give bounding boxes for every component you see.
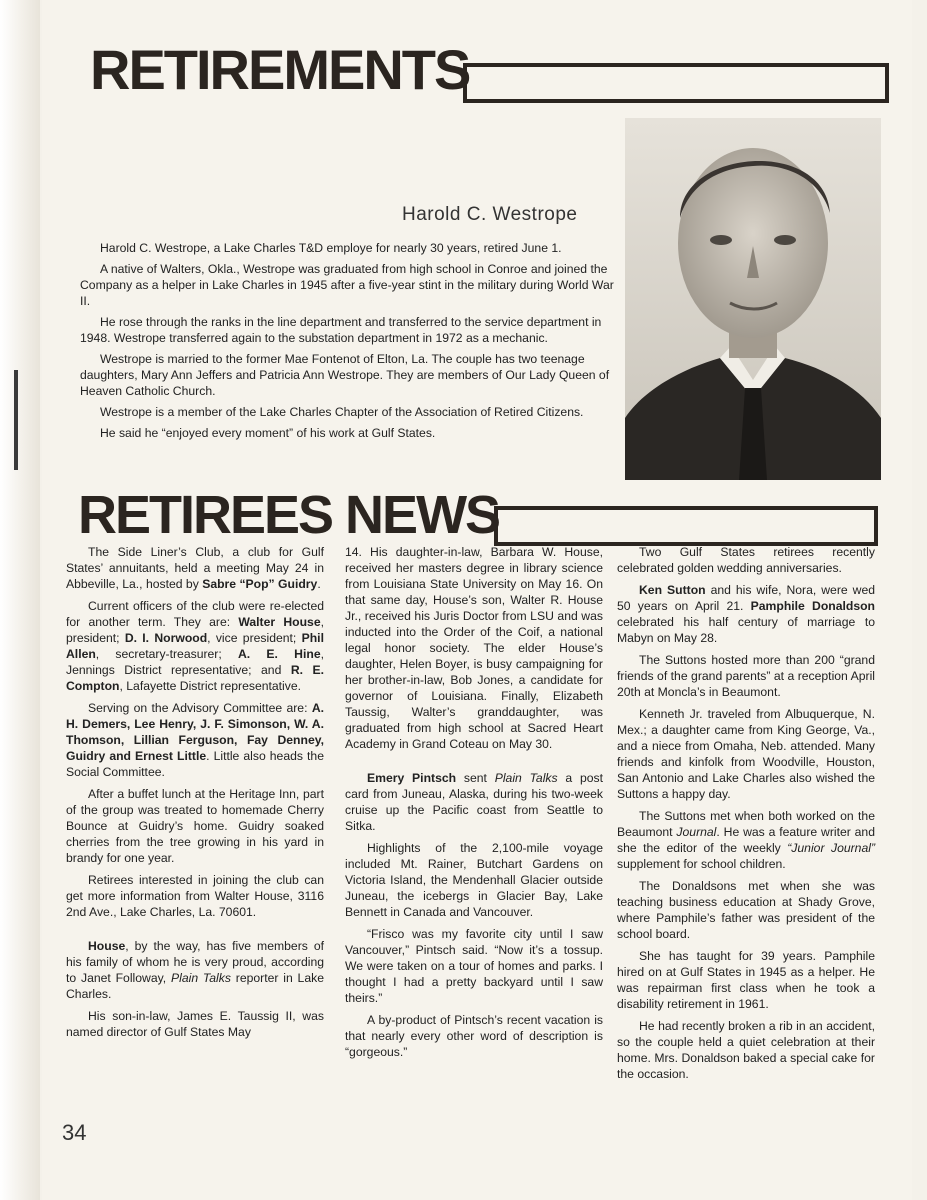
news-column-3: [617, 544, 875, 1088]
news-paragraph: Serving on the Advisory Committee are: A. H. Demers, Lee Henry, J. F. Simonson, W. A. Thomson, Lillian Ferguson, Fay Denney, Guidry and Ernest Little. Little also heads the Social Committee.: [66, 701, 324, 779]
story-paragraph: Westrope is married to the former Mae Fontenot of Elton, La. The couple has two teenage daughters, Mary Ann Jeffers and Patricia Ann Westrope. They are members of Our Lady Queen of Heaven Catholic Church.: [80, 352, 610, 398]
news-paragraph: 14. His daughter-in-law, Barbara W. House, received her masters degree in library science from Louisiana State University on May 16. On that same day, House’s son, Walter R. House Jr., received his Juris Doctor from LSU and was inducted into the Order of the Coif, a national legal honor society. The elder House’s daughter, Helen Boyer, is busy campaigning for her brother-in-law, Bob Jones, a candidate for governor of Louisiana. Finally, Elizabeth Taussig, Walter’s granddaughter, was graduated from high school at Sacred Heart Academy in Grand Coteau on May 30.: [345, 545, 603, 751]
story-paragraph: Harold C. Westrope, a Lake Charles T&D employe for nearly 30 years, retired June 1.: [100, 241, 562, 255]
news-column-2: [345, 544, 603, 1066]
binding-mark: [14, 370, 18, 470]
news-paragraph: The Donaldsons met when she was teaching business education at Shady Grove, where Pamphile’s father was president of the school board.: [617, 879, 875, 941]
news-paragraph: The Suttons hosted more than 200 “grand friends of the grand parents” at a reception April 20th at Moncla’s in Beaumont.: [617, 653, 875, 699]
news-column-1: [66, 544, 324, 1046]
news-paragraph: Emery Pintsch sent Plain Talks a post card from Juneau, Alaska, during his two-week cruise up the Pacific coast from Seattle to Sitka.: [345, 771, 603, 833]
news-paragraph: “Frisco was my favorite city until I saw Vancouver,” Pintsch said. “Now it’s a tossup. We were taken on a tour of homes and parks. I thought I had a pretty backyard until I saw theirs.”: [345, 927, 603, 1005]
news-paragraph: Current officers of the club were re-elected for another term. They are: Walter House, president; D. I. Norwood, vice president; Phil Allen, secretary-treasurer; A. E. Hine, Jennings District representative; and R. E. Compton, Lafayette District representative.: [66, 599, 325, 693]
news-paragraph: Kenneth Jr. traveled from Albuquerque, N. Mex.; a daughter came from King George, Va., and a niece from Omaha, Neb. attended. Many friends and kinfolk from Woodville, Houston, San Antonio and Lake Charles also wished the Suttons a happy day.: [617, 707, 875, 801]
page-number: 34: [62, 1120, 87, 1145]
news-paragraph: He had recently broken a rib in an accident, so the couple held a quiet celebration at their home. Mrs. Donaldson baked a special cake for the occasion.: [617, 1019, 875, 1081]
retiree-name: Harold C. Westrope: [402, 204, 578, 225]
binding-edge: [0, 0, 40, 1200]
story-paragraph: He rose through the ranks in the line department and transferred to the service department in 1948. Westrope transferred again to the substation department in 1972 as a mechanic.: [80, 315, 602, 345]
story-paragraph: Westrope is a member of the Lake Charles Chapter of the Association of Retired Citizens.: [100, 405, 584, 419]
retirement-story: [80, 240, 615, 446]
news-paragraph: His son-in-law, James E. Taussig II, was named director of Gulf States May: [66, 1009, 324, 1039]
news-paragraph: The Suttons met when both worked on the Beaumont Journal. He was a feature writer and she the editor of the weekly “Junior Journal” supplement for school children.: [617, 809, 876, 871]
news-paragraph: Two Gulf States retirees recently celebrated golden wedding anniversaries.: [617, 545, 875, 575]
news-paragraph: She has taught for 39 years. Pamphile hired on at Gulf States in 1945 as a helper. He was repairman first class when he took a disability retirement in 1961.: [617, 949, 875, 1011]
retirees-news-heading: RETIREES NEWS: [78, 485, 500, 545]
retirements-heading: RETIREMENTS: [90, 38, 470, 101]
story-paragraph: He said he “enjoyed every moment” of his work at Gulf States.: [100, 426, 436, 440]
retirements-heading-rule: [463, 63, 889, 103]
portrait-illustration: [625, 118, 881, 480]
news-paragraph: A by-product of Pintsch’s recent vacation is that nearly every other word of description is “gorgeous.”: [345, 1013, 603, 1059]
story-paragraph: A native of Walters, Okla., Westrope was graduated from high school in Conroe and joined the Company as a helper in Lake Charles in 1945 after a five-year stint in the military during World War II.: [80, 262, 614, 308]
news-paragraph: After a buffet lunch at the Heritage Inn, part of the group was treated to homemade Cherry Bounce at Guidry’s home. Guidry soaked cherries from the tree growing in his yard in brandy for one year.: [66, 787, 324, 865]
news-paragraph: Highlights of the 2,100-mile voyage included Mt. Rainer, Butchart Gardens on Victoria Island, the Mendenhall Glacier outside Juneau, the icebergs in Glacier Bay, Lake Bennett in Canada and Vancouver.: [345, 841, 603, 919]
retirees-news-heading-rule: [494, 506, 878, 546]
news-paragraph: The Side Liner’s Club, a club for Gulf States’ annuitants, held a meeting May 24 in Abbeville, La., hosted by Sabre “Pop” Guidry.: [66, 545, 324, 591]
news-paragraph: Retirees interested in joining the club can get more information from Walter House, 3116 2nd Ave., Lake Charles, La. 70601.: [66, 873, 324, 919]
news-paragraph: Ken Sutton and his wife, Nora, were wed 50 years on April 21. Pamphile Donaldson celebrated his half century of marriage to Mabyn on May 28.: [617, 583, 875, 645]
portrait-photo: [625, 118, 881, 480]
news-paragraph: House, by the way, has five members of his family of whom he is very proud, according to Janet Followay, Plain Talks reporter in Lake Charles.: [66, 939, 324, 1001]
